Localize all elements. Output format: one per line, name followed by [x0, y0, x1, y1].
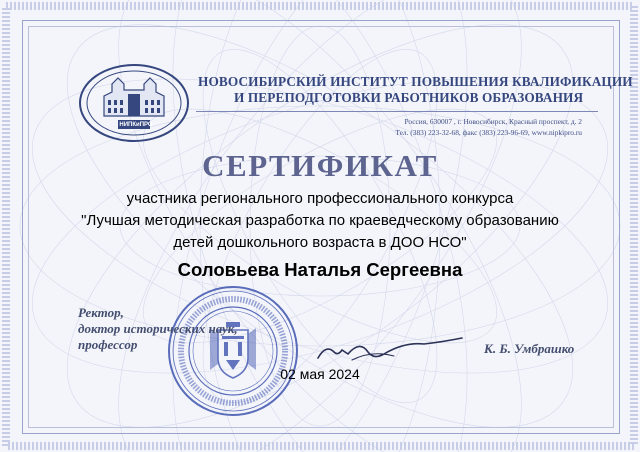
organization-address	[300, 117, 582, 138]
issue-date: 02 мая 2024	[280, 366, 360, 382]
certificate-title: СЕРТИФИКАТ	[202, 148, 438, 183]
participation-line1: участника регионального профессионального конкурса	[126, 190, 514, 207]
header-divider	[196, 111, 598, 112]
signatory-title-line3: профессор	[78, 337, 138, 352]
signatory-title-line2: доктор исторических наук,	[78, 321, 238, 336]
contest-name-line2: детей дошкольного возраста в ДОО НСО"	[173, 234, 467, 251]
handwritten-signature-icon	[312, 330, 472, 370]
address-line1: Россия, 630007 , г. Новосибирск, Красный проспект, д. 2	[404, 117, 582, 126]
organization-name-line2: И ПЕРЕПОДГОТОВКИ РАБОТНИКОВ ОБРАЗОВАНИЯ	[234, 90, 584, 105]
signatory-name: К. Б. Умбрашко	[484, 341, 575, 356]
organization-name-line1: НОВОСИБИРСКИЙ ИНСТИТУТ ПОВЫШЕНИЯ КВАЛИФИКАЦИИ	[198, 74, 633, 89]
organization-name	[198, 74, 633, 106]
signatory-title-line1: Ректор,	[78, 305, 124, 320]
signatory-title	[78, 305, 238, 353]
contest-name-line1: "Лучшая методическая разработка по краеведческому образованию	[81, 212, 559, 229]
address-line2: Тел. (383) 223-32-68, факс (383) 223-96-69, www.nipkipro.ru	[395, 127, 582, 137]
recipient-name: Соловьева Наталья Сергеевна	[177, 259, 463, 280]
institute-logo-icon	[78, 62, 190, 144]
logo-text: НИПКиПРО	[119, 122, 153, 128]
